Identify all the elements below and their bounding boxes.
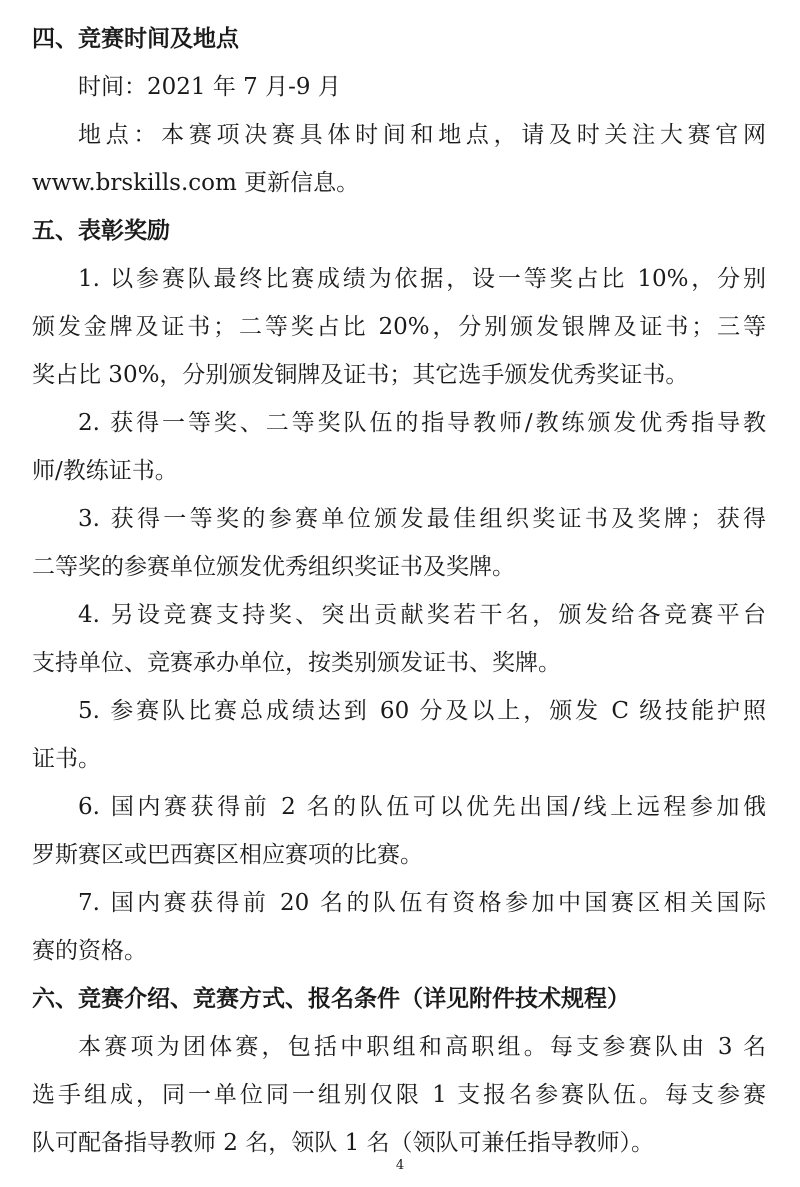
intro-line-2: 选手组成，同一单位同一组别仅限 1 支报名参赛队伍。每支参赛 [32,1082,766,1108]
place-line-2: www.brskills.com 更新信息。 [32,170,360,196]
intro-line-3: 队可配备指导教师 2 名，领队 1 名（领队可兼任指导教师）。 [32,1130,655,1156]
section-6-heading: 六、竞赛介绍、竞赛方式、报名条件（详见附件技术规程） [32,986,630,1012]
section-4-heading: 四、竞赛时间及地点 [32,26,239,52]
award-6-line-2: 罗斯赛区或巴西赛区相应赛项的比赛。 [32,842,423,868]
award-4-line-1: 4. 另设竞赛支持奖、突出贡献奖若干名，颁发给各竞赛平台 [78,602,766,628]
place-line-1: 地点：本赛项决赛具体时间和地点，请及时关注大赛官网 [78,122,766,148]
award-2-line-2: 师/教练证书。 [32,458,178,484]
award-4-line-2: 支持单位、竞赛承办单位，按类别颁发证书、奖牌。 [32,650,561,676]
award-1-line-2: 颁发金牌及证书；二等奖占比 20%，分别颁发银牌及证书；三等 [32,314,766,340]
award-6-line-1: 6. 国内赛获得前 2 名的队伍可以优先出国/线上远程参加俄 [78,794,766,820]
award-2-line-1: 2. 获得一等奖、二等奖队伍的指导教师/教练颁发优秀指导教 [78,410,766,436]
award-5-line-1: 5. 参赛队比赛总成绩达到 60 分及以上，颁发 C 级技能护照 [78,698,766,724]
award-3-line-2: 二等奖的参赛单位颁发优秀组织奖证书及奖牌。 [32,554,515,580]
award-1-line-1: 1. 以参赛队最终比赛成绩为依据，设一等奖占比 10%，分别 [78,266,766,292]
award-5-line-2: 证书。 [32,746,101,772]
page-number: 4 [395,1158,405,1173]
time-line: 时间：2021 年 7 月-9 月 [78,74,341,100]
award-7-line-1: 7. 国内赛获得前 20 名的队伍有资格参加中国赛区相关国际 [78,890,766,916]
intro-line-1: 本赛项为团体赛，包括中职组和高职组。每支参赛队由 3 名 [78,1034,766,1060]
award-3-line-1: 3. 获得一等奖的参赛单位颁发最佳组织奖证书及奖牌；获得 [78,506,766,532]
section-5-heading: 五、表彰奖励 [32,218,170,244]
award-7-line-2: 赛的资格。 [32,938,147,964]
award-1-line-3: 奖占比 30%，分别颁发铜牌及证书；其它选手颁发优秀奖证书。 [32,362,689,388]
